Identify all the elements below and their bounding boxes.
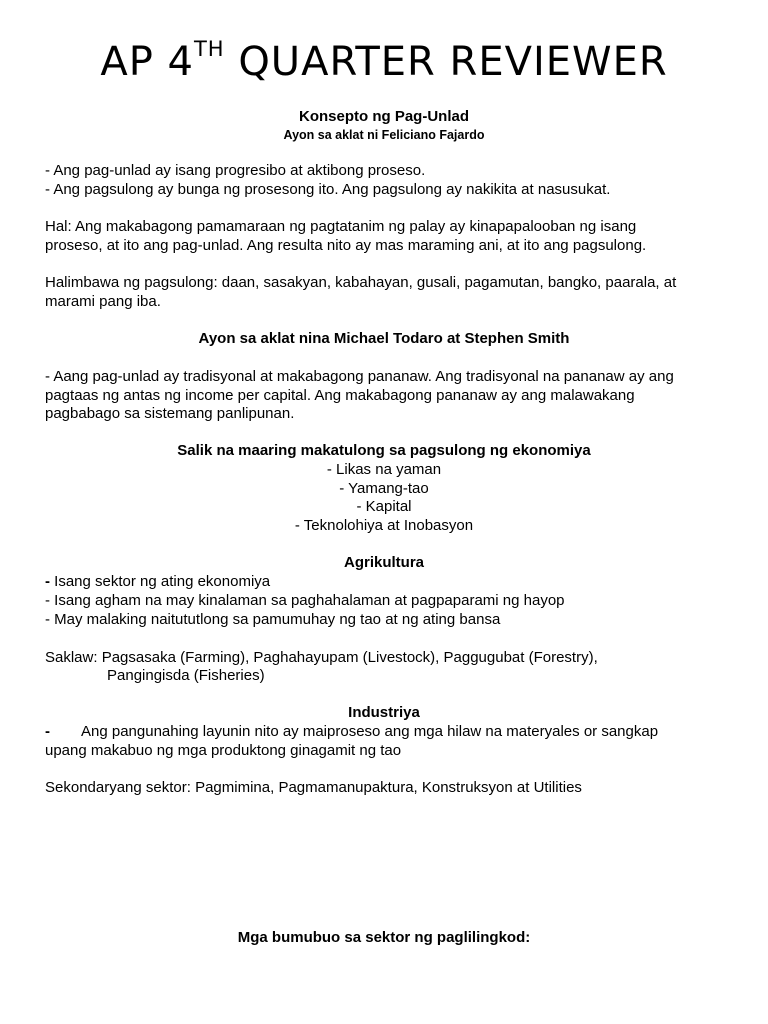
list-item: - Kapital [356,498,412,515]
list-item-text: Isang sektor ng ating ekonomiya [50,573,271,590]
section-heading-todaro: Ayon sa aklat nina Michael Todaro at Stephen Smith [198,330,570,347]
section-subheading-fajardo: Ayon sa aklat ni Feliciano Fajardo [283,128,485,142]
paragraph-line: upang makabuo ng mga produktong ginagamit ng tao [45,742,402,759]
paragraph-line: - Aang pag-unlad ay tradisyonal at makabagong pananaw. Ang tradisyonal na pananaw ay ang [45,368,674,385]
paragraph-line: - Ang pag-unlad ay isang progresibo at aktibong proseso. [45,162,426,179]
section-heading-paglilingkod: Mga bumubuo sa sektor ng paglilingkod: [237,929,531,946]
paragraph-line: - Ang pagsulong ay bunga ng prosesong ito. Ang pagsulong ay nakikita at nasusukat. [45,181,611,198]
list-item: - Isang agham na may kinalaman sa paghahalaman at pagpaparami ng hayop [45,592,565,609]
paragraph-line: Hal: Ang makabagong pamamaraan ng pagtatanim ng palay ay kinapapalooban ng isang [45,218,637,235]
title-main-before: AP 4 [100,39,194,85]
paragraph-line: Halimbawa ng pagsulong: daan, sasakyan, kabahayan, gusali, pagamutan, bangko, paarala, at [45,274,677,291]
paragraph-line: marami pang iba. [45,293,161,310]
paragraph-line: Pangingisda (Fisheries) [107,667,265,684]
list-item: - Likas na yaman [326,461,442,478]
paragraph-line: Saklaw: Pagsasaka (Farming), Paghahayupam (Livestock), Paggugubat (Forestry), [45,649,598,666]
list-item [45,723,658,741]
list-item [45,573,270,591]
paragraph-line: pagbabago sa sistemang panlipunan. [45,405,295,422]
title-superscript: TH [193,37,225,61]
list-item-text: Ang pangunahing layunin nito ay maiproseso ang mga hilaw na materyales or sangkap [81,723,659,740]
section-heading-agrikultura: Agrikultura [343,554,424,571]
list-item: - Yamang-tao [339,480,429,497]
section-heading-industriya: Industriya [348,704,420,721]
document-title [0,38,768,86]
section-heading-salik: Salik na maaring makatulong sa pagsulong ng ekonomiya [177,442,591,459]
list-bullet: - [45,723,50,740]
list-item: - May malaking naitututlong sa pamumuhay ng tao at ng ating bansa [45,611,501,628]
paragraph-line: pagtaas ng antas ng income per capital. Ang makabagong pananaw ay ang malawakang [45,387,635,404]
list-item: - Teknolohiya at Inobasyon [294,517,474,534]
paragraph-line: proseso, at ito ang pag-unlad. Ang resulta nito ay mas maraming ani, at ito ang pagsulong. [45,237,647,254]
title-main-after: QUARTER REVIEWER [224,39,668,85]
paragraph-line: Sekondaryang sektor: Pagmimina, Pagmamanupaktura, Konstruksyon at Utilities [45,779,582,796]
section-heading-konsepto: Konsepto ng Pag-Unlad [299,108,469,125]
list-bullet: - [45,573,50,590]
